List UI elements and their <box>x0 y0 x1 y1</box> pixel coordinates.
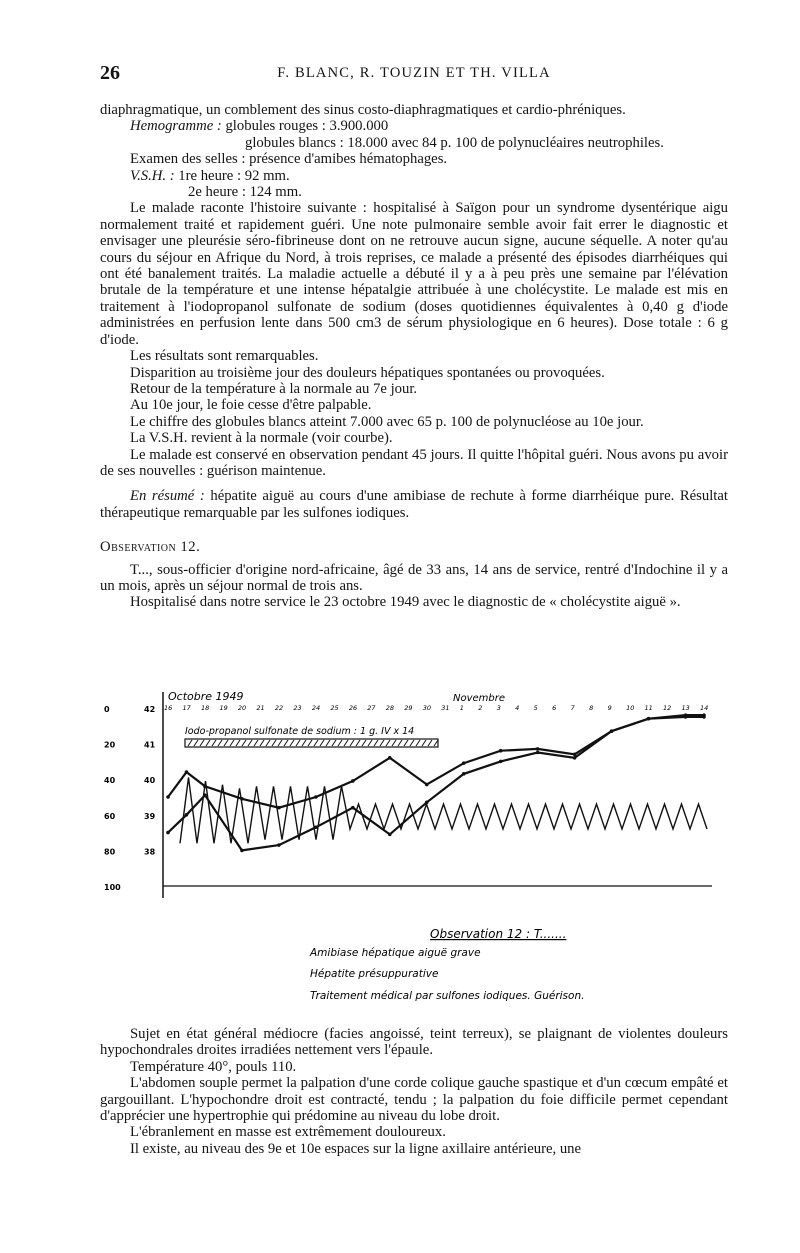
treatment-bar-hatch <box>314 740 318 746</box>
treatment-bar-hatch <box>272 740 276 746</box>
treatment-bar-hatch <box>362 740 366 746</box>
treatment-bar-hatch <box>296 740 300 746</box>
treatment-bar-hatch <box>422 740 426 746</box>
right-axis-label: 42 <box>144 705 156 714</box>
day-label: 28 <box>385 704 395 712</box>
treatment-bar-hatch <box>416 740 420 746</box>
running-header <box>100 62 728 86</box>
treatment-bar-hatch <box>212 740 216 746</box>
curve-upper-point <box>166 795 170 799</box>
curve-lower-point <box>166 831 170 835</box>
treatment-bar-hatch <box>410 740 414 746</box>
day-label: 19 <box>219 704 228 712</box>
stool-exam: Examen des selles : présence d'amibes hématophages. <box>130 151 448 168</box>
curve-lower-point <box>351 806 355 810</box>
curve-lower-point <box>536 751 540 755</box>
curve-lower-point <box>388 833 392 837</box>
vsh-second-hour: 2e heure : 124 mm. <box>188 184 302 201</box>
red-cells: globules rouges : 3.900.000 <box>225 118 389 135</box>
hemogram-line <box>100 118 728 134</box>
day-label: 31 <box>441 704 450 712</box>
curve-upper-point <box>351 779 355 783</box>
treatment-bar-hatch <box>302 740 306 746</box>
treatment-bar-hatch <box>224 740 228 746</box>
month-label-october: Octobre 1949 <box>168 690 244 703</box>
shaking-test: L'ébranlement en masse est extrêmement douloureux. <box>130 1124 446 1141</box>
day-label: 4 <box>515 704 520 712</box>
right-axis-label: 40 <box>144 776 156 786</box>
curve-lower-point <box>462 772 466 776</box>
treatment-bar-hatch <box>368 740 372 746</box>
curve-lower-point <box>702 713 706 717</box>
summary-label: En résumé : <box>130 488 205 505</box>
curve-lower-point <box>647 717 651 721</box>
treatment-bar-hatch <box>218 740 222 746</box>
history-paragraph: Le malade raconte l'histoire suivante : hospitalisé à Saïgon pour un syndrome dysentérique aigu normalement traité et rapidement guéri. Une note pulmonaire semble avoir fait errer le diagnostic et envisager une pleurésie séro-fibrineuse dont on ne retrouve aucun signe, aucune séquelle. A noter qu'au cours du séjour en Afrique du Nord, à trois reprises, ce malade a présenté des épisodes diarrhéiques qui ont été banalement traités. La maladie actuelle a débuté il y a à peu près une semaine par l'élévation brutale de la température et une intense hépatalgie attribuée à une cholécystite. Le malade est mis en traitement à l'iodopropanol sulfonate de sodium (doses quotidiennes équivalentes à 0,40 g d'iode administrées en perfusion lente dans 500 cm3 de sérum physiologique en 6 heures). Dose totale : 6 g d'iode. <box>100 200 728 348</box>
curve-upper-point <box>536 747 540 751</box>
treatment-bar-hatch <box>266 740 270 746</box>
treatment-bar-hatch <box>404 740 408 746</box>
abdomen-exam: L'abdomen souple permet la palpation d'une corde colique gauche spastique et d'un cœcum empâté et gargouillant. L'hypochondre droit est contracté, tendu ; la palpation du foie difficile permet cependant d'apprécier une hypertrophie qui prédomine au niveau du lobe droit. <box>100 1075 728 1125</box>
treatment-bar-hatch <box>338 740 342 746</box>
result-4: Le chiffre des globules blancs atteint 7.000 avec 65 p. 100 de polynucléose au 10e jour. <box>130 413 644 430</box>
treatment-label: Iodo-propanol sulfonate de sodium : 1 g. IV x 14 <box>185 726 415 737</box>
summary-text: hépatite aiguë au cours d'une amibiase de rechute à forme diarrhéique pure. Résultat thérapeutique remarquable par les sulfones iodiques. <box>100 488 728 521</box>
result-5: La V.S.H. revient à la normale (voir courbe). <box>130 430 393 447</box>
treatment-bar-hatch <box>194 740 198 746</box>
white-cells: globules blancs : 18.000 avec 84 p. 100 de polynucléaires neutrophiles. <box>245 134 664 151</box>
treatment-bar-hatch <box>278 740 282 746</box>
result-3: Au 10e jour, le foie cesse d'être palpable. <box>130 397 372 414</box>
admission: Hospitalisé dans notre service le 23 octobre 1949 avec le diagnostic de « cholécystite aiguë ». <box>130 594 681 611</box>
curve-upper-point <box>314 795 318 799</box>
vsh-line-1 <box>100 168 728 184</box>
text-block-bottom <box>100 1026 728 1157</box>
curve-lower-point <box>499 760 503 764</box>
right-axis-label: 41 <box>144 740 156 750</box>
day-label: 6 <box>552 704 557 712</box>
vsh-first-hour: 1re heure : 92 mm. <box>178 167 290 184</box>
treatment-bar-hatch <box>248 740 252 746</box>
result-2: Retour de la température à la normale au 7e jour. <box>130 380 418 397</box>
treatment-bar-hatch <box>344 740 348 746</box>
general-state: Sujet en état général médiocre (facies angoissé, teint terreux), se plaignant de violentes douleurs hypochondrales droites irradiées nettement vers l'épaule. <box>100 1026 728 1059</box>
page-number: 26 <box>100 62 120 84</box>
result-1: Disparition au troisième jour des douleurs hépatiques spontanées ou provoquées. <box>130 364 605 381</box>
result-6: Le malade est conservé en observation pendant 45 jours. Il quitte l'hôpital guéri. Nous avons pu avoir de ses nouvelles : guérison maintenue. <box>100 446 728 479</box>
text-block-top <box>100 102 728 611</box>
curve-upper-point <box>499 749 503 753</box>
left-axis-label: 0 <box>104 705 110 714</box>
right-axis-label: 39 <box>144 811 156 821</box>
treatment-bar-hatch <box>290 740 294 746</box>
day-label: 24 <box>311 704 321 712</box>
treatment-bar-hatch <box>230 740 234 746</box>
curve-upper-point <box>388 756 392 760</box>
curve-lower-point <box>684 713 688 717</box>
treatment-bar-hatch <box>242 740 246 746</box>
treatment-bar-hatch <box>308 740 312 746</box>
left-axis-label: 20 <box>104 740 116 750</box>
day-label: 5 <box>533 704 538 712</box>
day-label: 11 <box>644 704 653 712</box>
day-label: 18 <box>200 704 210 712</box>
left-axis-label: 80 <box>104 847 116 857</box>
day-label: 20 <box>237 704 247 712</box>
treatment-bar-hatch <box>434 740 438 746</box>
curve-lower-point <box>277 843 281 847</box>
day-label: 16 <box>164 704 173 712</box>
caption-line: Hépatite présuppurative <box>310 968 439 980</box>
curve-lower-point <box>610 729 614 733</box>
day-label: 12 <box>663 704 672 712</box>
day-label: 8 <box>589 704 594 712</box>
treatment-bar-hatch <box>188 740 192 746</box>
day-label: 26 <box>348 704 358 712</box>
day-label: 30 <box>422 704 432 712</box>
treatment-bar-hatch <box>326 740 330 746</box>
day-label: 1 <box>459 704 464 712</box>
temperature-pulse: Température 40°, pouls 110. <box>130 1058 297 1075</box>
month-label-november: Novembre <box>453 693 506 704</box>
treatment-bar-hatch <box>356 740 360 746</box>
day-label: 17 <box>182 704 191 712</box>
treatment-bar-hatch <box>350 740 354 746</box>
curve-lower-point <box>573 756 577 760</box>
day-label: 7 <box>570 704 575 712</box>
summary <box>100 488 728 521</box>
day-label: 13 <box>681 704 690 712</box>
day-label: 9 <box>607 704 612 712</box>
curve-upper-point <box>185 770 189 774</box>
caption-line: Traitement médical par sulfones iodiques. Guérison. <box>310 990 585 1002</box>
treatment-bar-hatch <box>386 740 390 746</box>
treatment-bar-hatch <box>284 740 288 746</box>
day-label: 3 <box>496 704 501 712</box>
vsh-label: V.S.H. : <box>130 167 175 184</box>
treatment-bar-hatch <box>374 740 378 746</box>
day-label: 10 <box>626 704 635 712</box>
hemogram-label: Hemogramme : <box>130 118 222 135</box>
treatment-bar-hatch <box>200 740 204 746</box>
observation-heading: Observation 12. <box>100 539 201 556</box>
day-label: 25 <box>330 704 339 712</box>
temperature-chart-figure <box>100 688 728 1023</box>
patient-intro: T..., sous-officier d'origine nord-africaine, âgé de 33 ans, 14 ans de service, rentré d'Indochine il y a un mois, après un séjour normal de trois ans. <box>100 561 728 594</box>
treatment-bar-hatch <box>320 740 324 746</box>
treatment-bar-hatch <box>332 740 336 746</box>
curve-lower-point <box>240 849 244 853</box>
treatment-bar-hatch <box>206 740 210 746</box>
day-label: 27 <box>367 704 376 712</box>
left-axis-label: 40 <box>104 776 116 786</box>
caption-line: Amibiase hépatique aiguë grave <box>310 947 481 959</box>
temperature-chart <box>100 688 728 1023</box>
right-axis-label: 38 <box>144 847 156 857</box>
curve-lower-point <box>185 813 189 817</box>
curve-upper-point <box>462 761 466 765</box>
caption-title: Observation 12 : T....... <box>430 927 567 941</box>
day-label: 23 <box>293 704 302 712</box>
left-axis-label: 60 <box>104 811 116 821</box>
treatment-bar-hatch <box>254 740 258 746</box>
treatment-bar-hatch <box>380 740 384 746</box>
treatment-bar-hatch <box>428 740 432 746</box>
continuation: Il existe, au niveau des 9e et 10e espaces sur la ligne axillaire antérieure, une <box>130 1140 582 1157</box>
treatment-bar-hatch <box>392 740 396 746</box>
running-title: F. BLANC, R. TOUZIN ET TH. VILLA <box>277 65 551 81</box>
day-label: 2 <box>478 704 483 712</box>
left-axis-label: 100 <box>104 883 121 892</box>
day-label: 14 <box>700 704 709 712</box>
day-label: 29 <box>404 704 413 712</box>
results-intro: Les résultats sont remarquables. <box>130 348 319 365</box>
curve-upper-point <box>425 783 429 787</box>
treatment-bar-hatch <box>398 740 402 746</box>
paragraph: diaphragmatique, un comblement des sinus costo-diaphragmatiques et cardio-phréniques. <box>100 102 626 118</box>
treatment-bar-hatch <box>236 740 240 746</box>
curve-temperature <box>180 778 707 844</box>
treatment-bar-hatch <box>260 740 264 746</box>
day-label: 21 <box>256 704 265 712</box>
day-label: 22 <box>274 704 284 712</box>
